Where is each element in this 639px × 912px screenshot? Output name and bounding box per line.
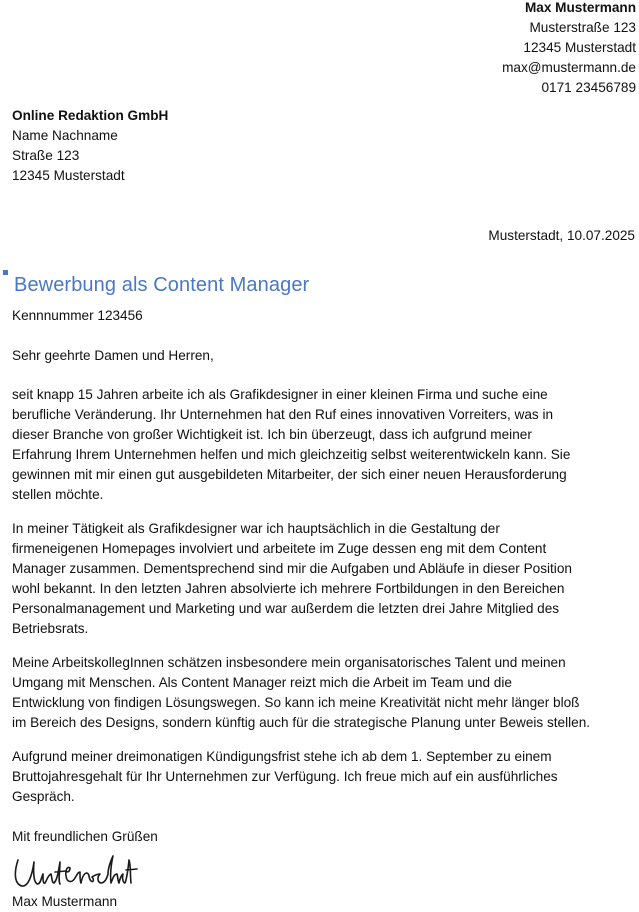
body-line: Aufgrund meiner dreimonatigen Kündigungsfrist stehe ich ab dem 1. September zu einem [12, 749, 552, 764]
paragraph-1 [12, 385, 634, 505]
body-line: Umgang mit Menschen. Als Content Manager reizt mich die Arbeit im Team und die [12, 675, 512, 690]
body-line: gewinnen mit mir einen gut ausgebildeten Mitarbeiter, der sich einer neuen Herausforderung [12, 467, 567, 482]
body-line: Betriebsrats. [12, 621, 89, 636]
sender-phone: 0171 23456789 [541, 80, 636, 95]
body-line: Bruttojahresgehalt für Ihr Unternehmen zur Verfügung. Ich freue mich auf ein ausführliches [12, 769, 558, 784]
recipient-street: Straße 123 [12, 148, 80, 163]
body-line: berufliche Veränderung. Ihr Unternehmen hat den Ruf eines innovativen Vorreiters, was in [12, 407, 554, 422]
paragraph-3 [12, 653, 634, 733]
body-line: wohl bekannt. In den letzten Jahren absolvierte ich mehrere Fortbildungen in den Bereichen [12, 581, 565, 596]
letter-body [12, 385, 634, 821]
title-marker [3, 270, 8, 275]
body-line: stellen möchte. [12, 487, 104, 502]
body-line: Erfahrung Ihrem Unternehmen helfen und mich gleichzeitig selbst weiterentwickeln kann. Sie [12, 447, 571, 462]
subject-heading: Bewerbung als Content Manager [14, 274, 310, 296]
salutation: Sehr geehrte Damen und Herren, [12, 348, 214, 363]
letter-date: Musterstadt, 10.07.2025 [488, 228, 635, 243]
body-line: firmeneigenen Homepages involviert und arbeitete im Zuge dessen eng mit dem Content [12, 541, 547, 556]
body-line: dieser Branche von großer Wichtigkeit ist. Ich bin überzeugt, dass ich aufgrund meiner [12, 427, 532, 442]
body-line: In meiner Tätigkeit als Grafikdesigner war ich hauptsächlich in die Gestaltung der [12, 521, 500, 536]
sender-city: 12345 Musterstadt [523, 40, 636, 55]
sender-email: max@mustermann.de [502, 60, 636, 75]
body-line: Entwicklung von findigen Lösungswegen. So kann ich meine Kreativität nicht mehr länger bloß [12, 695, 580, 710]
sender-block [502, 0, 636, 98]
sender-street: Musterstraße 123 [529, 20, 636, 35]
paragraph-4 [12, 747, 634, 807]
body-line: Meine ArbeitskollegInnen schätzen insbesondere mein organisatorisches Talent und meinen [12, 655, 566, 670]
recipient-block [12, 106, 168, 186]
recipient-city: 12345 Musterstadt [12, 168, 125, 183]
body-line: Personalmanagement und Marketing und war außerdem die letzten drei Jahre Mitglied des [12, 601, 560, 616]
handwritten-signature [10, 850, 140, 896]
reference-number: Kennnummer 123456 [12, 308, 143, 323]
body-line: Gespräch. [12, 789, 75, 804]
recipient-contact: Name Nachname [12, 128, 118, 143]
closing-phrase: Mit freundlichen Grüßen [12, 829, 158, 844]
body-line: im Bereich des Designs, sondern künftig auch für die strategische Planung unter Beweis stellen. [12, 715, 591, 730]
body-line: seit knapp 15 Jahren arbeite ich als Grafikdesigner in einer kleinen Firma und suche eine [12, 387, 548, 402]
body-line: Manager zusammen. Dementsprechend sind mir die Aufgaben und Abläufe in dieser Position [12, 561, 572, 576]
recipient-company: Online Redaktion GmbH [12, 108, 169, 123]
paragraph-2 [12, 519, 634, 639]
sender-name: Max Mustermann [524, 0, 636, 15]
signer-name: Max Mustermann [12, 894, 118, 909]
